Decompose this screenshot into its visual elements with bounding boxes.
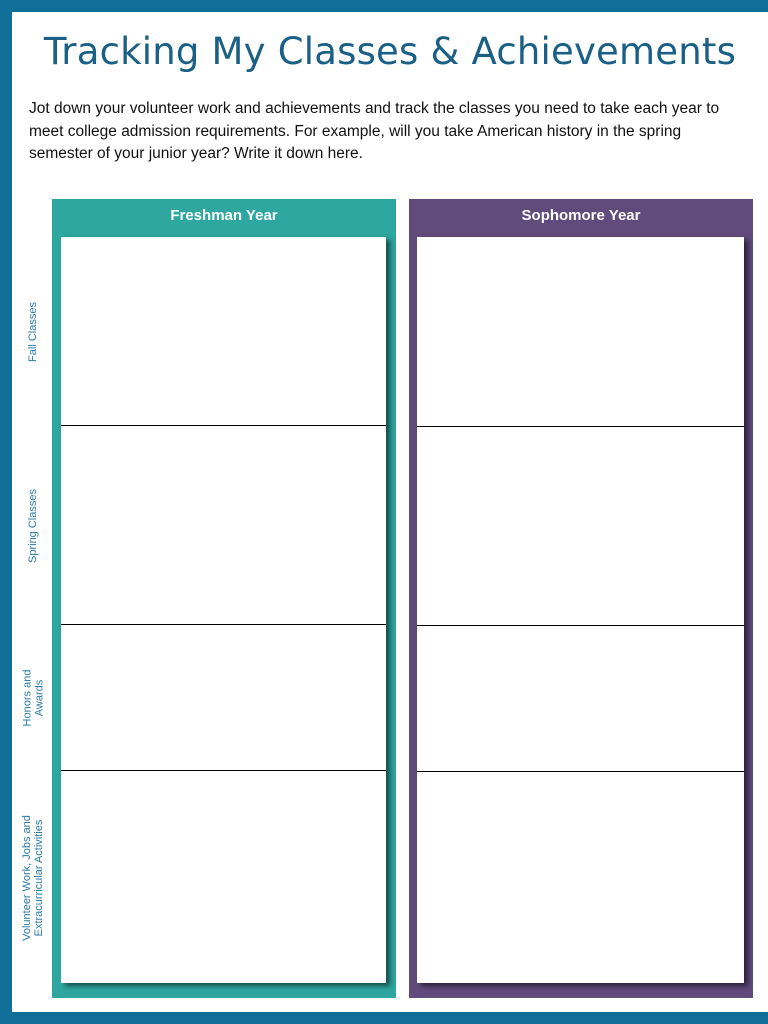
row-label-text: Fall Classes: [27, 302, 39, 362]
freshman-spring-classes-cell[interactable]: [61, 425, 386, 624]
sophomore-honors-awards-cell[interactable]: [417, 625, 744, 771]
row-label-text: Volunteer Work, Jobs and Extracurricular Activities: [21, 814, 46, 941]
column-panel: [61, 237, 386, 983]
row-label-volunteer-activities: [14, 771, 52, 984]
row-label-fall-classes: [14, 238, 52, 426]
row-label-text: Spring Classes: [27, 488, 40, 563]
row-labels: [14, 238, 52, 984]
sophomore-fall-classes-cell[interactable]: [417, 237, 744, 426]
row-label-text: Honors and Awards: [21, 669, 45, 727]
sophomore-volunteer-activities-cell[interactable]: [417, 771, 744, 983]
row-label-spring-classes: [14, 426, 52, 625]
sophomore-spring-classes-cell[interactable]: [417, 426, 744, 625]
column-header: Sophomore Year: [521, 207, 641, 224]
page-title: Tracking My Classes & Achievements: [43, 30, 737, 73]
freshman-year-column: [52, 199, 396, 998]
freshman-volunteer-activities-cell[interactable]: [61, 770, 386, 983]
freshman-honors-awards-cell[interactable]: [61, 624, 386, 770]
sophomore-year-column: [409, 199, 753, 998]
row-label-honors-awards: [14, 625, 52, 771]
freshman-fall-classes-cell[interactable]: [61, 237, 386, 425]
intro-text: Jot down your volunteer work and achievements and track the classes you need to take each year to meet college admission requirements. For example, will you take American history in the spring semester of your junior year? Write it down here.: [29, 100, 720, 162]
column-header: Freshman Year: [170, 207, 278, 224]
column-panel: [417, 237, 744, 983]
